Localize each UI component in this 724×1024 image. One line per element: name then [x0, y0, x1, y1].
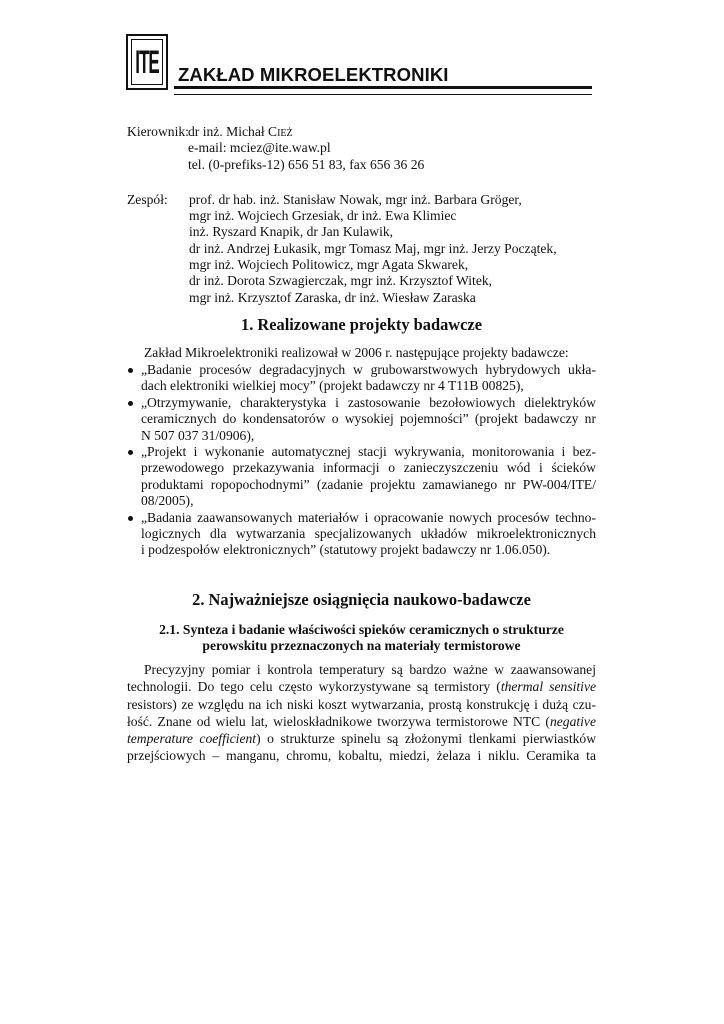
section2-paragraph: Precyzyjny pomiar i kontrola temperatury są bardzo ważne w zaawansowanej technologii. Do tego celu często wykorzystywane są termistory (thermal sensitive resistors) ze względu na ich niski koszt wytwarzania, prostą konstrukcję i dużą czu- łość. Znane od wielu lat, wieloskładnikowe tworzywa termistorowe NTC (negative temperature coefficient) o strukturze spinelu są złożonymi tlenkami pierwiastków przejściowych – manganu, chromu, kobaltu, miedzi, żelaza i niklu. Ceramika ta [127, 662, 597, 764]
staff-block [127, 124, 557, 306]
bullet-icon [128, 516, 133, 521]
project-item: „Badania zaawansowanych materiałów i opracowanie nowych procesów techno- logicznych dla wytwarzania specjalizowanych układów mikroelektronicznych i podzespołów elektronicznych” (statutowy projekt badawczy nr 1.06.050). [127, 510, 596, 559]
team-label: Zespół: [127, 191, 168, 207]
team-line: inż. Ryszard Knapik, dr Jan Kulawik, [189, 224, 394, 240]
team-line: dr inż. Andrzej Łukasik, mgr Tomasz Maj, mgr inż. Jerzy Początek, [189, 240, 557, 256]
section1-intro: Zakład Mikroelektroniki realizował w 2006 r. następujące projekty badawcze: [144, 345, 569, 360]
header-rule-thin [174, 94, 592, 95]
lab-title: ZAKŁAD MIKROELEKTRONIKI [178, 64, 449, 85]
ite-logo [126, 34, 168, 90]
team-line: mgr inż. Wojciech Grzesiak, dr inż. Ewa Klimiec [189, 208, 457, 224]
head-name: dr inż. Michał Cież [188, 124, 293, 139]
head-surname: Cież [268, 124, 293, 139]
head-email: e-mail: mciez@ite.waw.pl [188, 140, 331, 156]
team-line: dr inż. Dorota Szwagierczak, mgr inż. Krzysztof Witek, [189, 273, 493, 289]
head-row [127, 124, 557, 173]
team-line: mgr inż. Krzysztof Zaraska, dr inż. Wiesław Zaraska [189, 289, 476, 305]
logo-text: ITE [135, 43, 159, 81]
bullet-icon [128, 450, 133, 455]
section1-heading: 1. Realizowane projekty badawcze [241, 315, 482, 334]
team-list [189, 192, 557, 306]
team-row [127, 192, 557, 306]
project-item: „Otrzymywanie, charakterystyka i zastosowanie bezołowiowych dielektryków ceramicznych do kondensatorów o wysokiej pojemności” (projekt badawczy nr N 507 037 31/0906), [127, 395, 596, 444]
project-item: „Projekt i wykonanie automatycznej stacji wykrywania, monitorowania i bez- przewodowego przekazywania informacji o zanieczyszczeniu wód i ścieków produktami ropopochodnymi” (zadanie projektu zamawianego nr PW-004/ITE/ 08/2005), [127, 444, 596, 510]
section2-subheading: 2.1. Synteza i badanie właściwości spieków ceramicznych o strukturze perowskitu przeznaczonych na materiały termistorowe [159, 622, 564, 654]
section2-heading: 2. Najważniejsze osiągnięcia naukowo-badawcze [192, 590, 531, 609]
bullet-icon [128, 401, 133, 406]
bullet-icon [128, 368, 133, 373]
head-label: Kierownik: [127, 124, 189, 139]
header-rule-thick [174, 86, 592, 89]
team-line: mgr inż. Wojciech Politowicz, mgr Agata Skwarek, [189, 257, 469, 273]
team-line: prof. dr hab. inż. Stanisław Nowak, mgr inż. Barbara Gröger, [189, 191, 522, 207]
project-item: „Badanie procesów degradacyjnych w grubowarstwowych hybrydowych ukła- dach elektroniki wielkiej mocy” (projekt badawczy nr 4 T11B 00825), [127, 362, 596, 395]
project-list [127, 362, 596, 559]
head-phone: tel. (0-prefiks-12) 656 51 83, fax 656 36 26 [188, 156, 425, 172]
